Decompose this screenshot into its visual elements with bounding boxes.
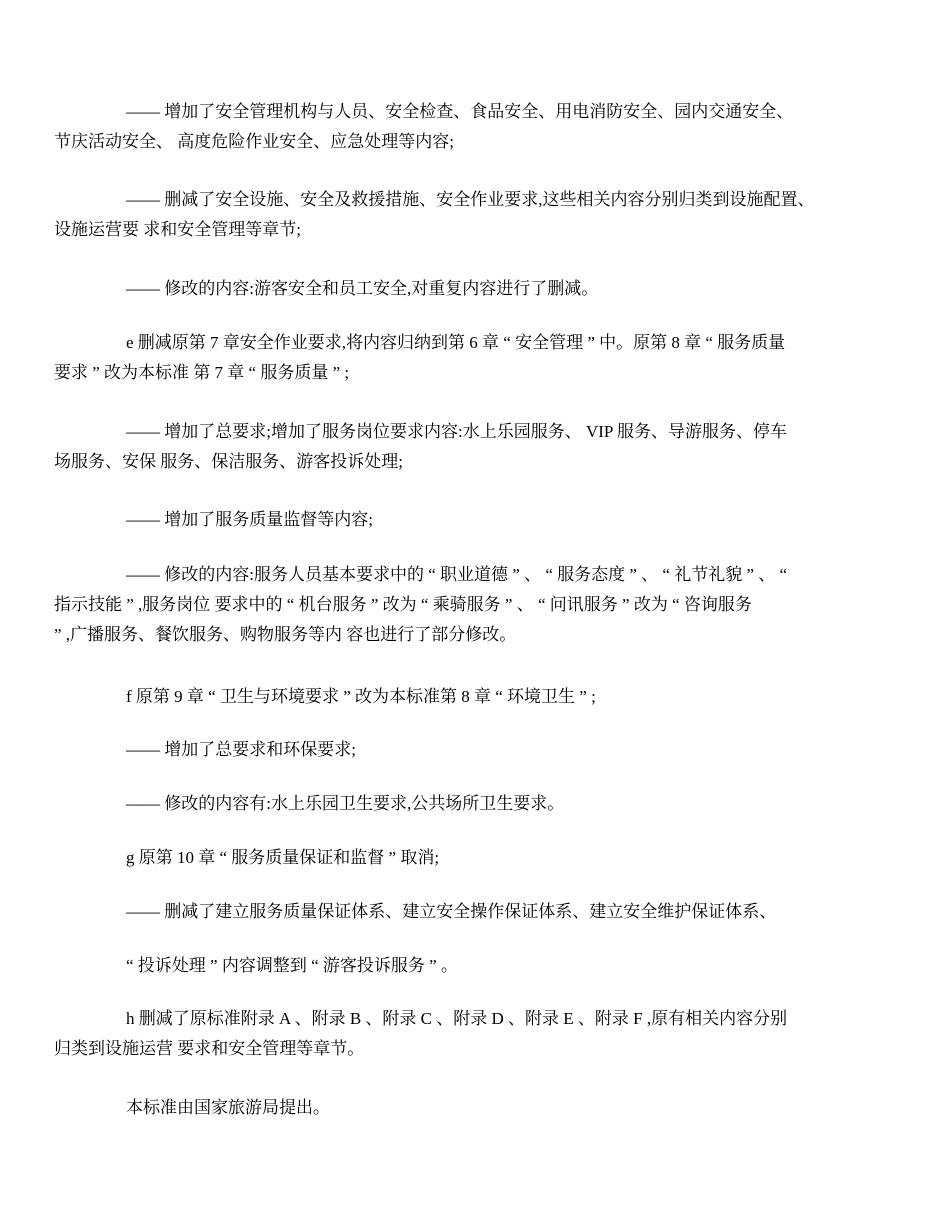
paragraph-6 [90,505,865,535]
paragraph-line: g 原第 10 章 “ 服务质量保证和监督 ” 取消; [126,848,440,867]
paragraph-line: —— 删减了安全设施、安全及救援措施、安全作业要求,这些相关内容分别归类到设施配置、 [126,190,815,209]
paragraph-line: —— 修改的内容有:水上乐园卫生要求,公共场所卫生要求。 [126,794,565,813]
paragraph-line: 设施运营要 求和安全管理等章节; [54,220,301,239]
paragraph-line: 场服务、安保 服务、保洁服务、游客投诉处理; [54,452,403,471]
paragraph-8 [90,682,865,712]
paragraph-line: —— 增加了总要求;增加了服务岗位要求内容:水上乐园服务、 VIP 服务、导游服务、停车 [126,422,787,441]
paragraph-line: —— 删减了建立服务质量保证体系、建立安全操作保证体系、建立安全维护保证体系、 [126,902,777,921]
paragraph-line: ” ,广播服务、餐饮服务、购物服务等内 容也进行了部分修改。 [54,625,517,644]
paragraph-line: —— 增加了总要求和环保要求; [126,740,356,759]
paragraph-line: —— 修改的内容:游客安全和员工安全,对重复内容进行了删减。 [126,279,599,298]
paragraph-11 [90,843,865,873]
paragraph-line: 归类到设施运营 要求和安全管理等章节。 [54,1039,365,1058]
paragraph-12 [90,897,865,927]
paragraph-5 [54,417,865,477]
paragraph-line: 本标准由国家旅游局提出。 [126,1098,330,1117]
paragraph-line: 节庆活动安全、 高度危险作业安全、应急处理等内容; [54,132,454,151]
paragraph-7 [54,560,865,650]
paragraph-line: “ 投诉处理 ” 内容调整到 “ 游客投诉服务 ” 。 [126,956,458,975]
paragraph-10 [90,789,865,819]
paragraph-13 [90,951,865,981]
paragraph-line: —— 增加了服务质量监督等内容; [126,510,373,529]
paragraph-line: 指示技能 ” ,服务岗位 要求中的 “ 机台服务 ” 改为 “ 乘骑服务 ” 、 “ 问讯服务 ” 改为 “ 咨询服务 [54,595,752,614]
paragraph-line: f 原第 9 章 “ 卫生与环境要求 ” 改为本标准第 8 章 “ 环境卫生 ” ; [126,687,596,706]
paragraph-line: e 删减原第 7 章安全作业要求,将内容归纳到第 6 章 “ 安全管理 ” 中。原第 8 章 “ 服务质量 [126,333,786,352]
paragraph-line: h 删减了原标准附录 A 、附录 B 、附录 C 、附录 D 、附录 E 、附录 F ,原有相关内容分别 [126,1009,788,1028]
paragraph-14 [54,1004,865,1064]
paragraph-4 [54,328,865,388]
paragraph-line: 要求 ” 改为本标准 第 7 章 “ 服务质量 ” ; [54,363,350,382]
paragraph-1 [54,97,865,157]
paragraph-2 [54,185,865,245]
paragraph-9 [90,735,865,765]
paragraph-15 [90,1093,865,1123]
paragraph-3 [90,274,865,304]
paragraph-line: —— 增加了安全管理机构与人员、安全检查、食品安全、用电消防安全、园内交通安全、 [126,102,794,121]
paragraph-line: —— 修改的内容:服务人员基本要求中的 “ 职业道德 ” 、 “ 服务态度 ” 、 “ 礼节礼貌 ” 、 “ [126,565,788,584]
